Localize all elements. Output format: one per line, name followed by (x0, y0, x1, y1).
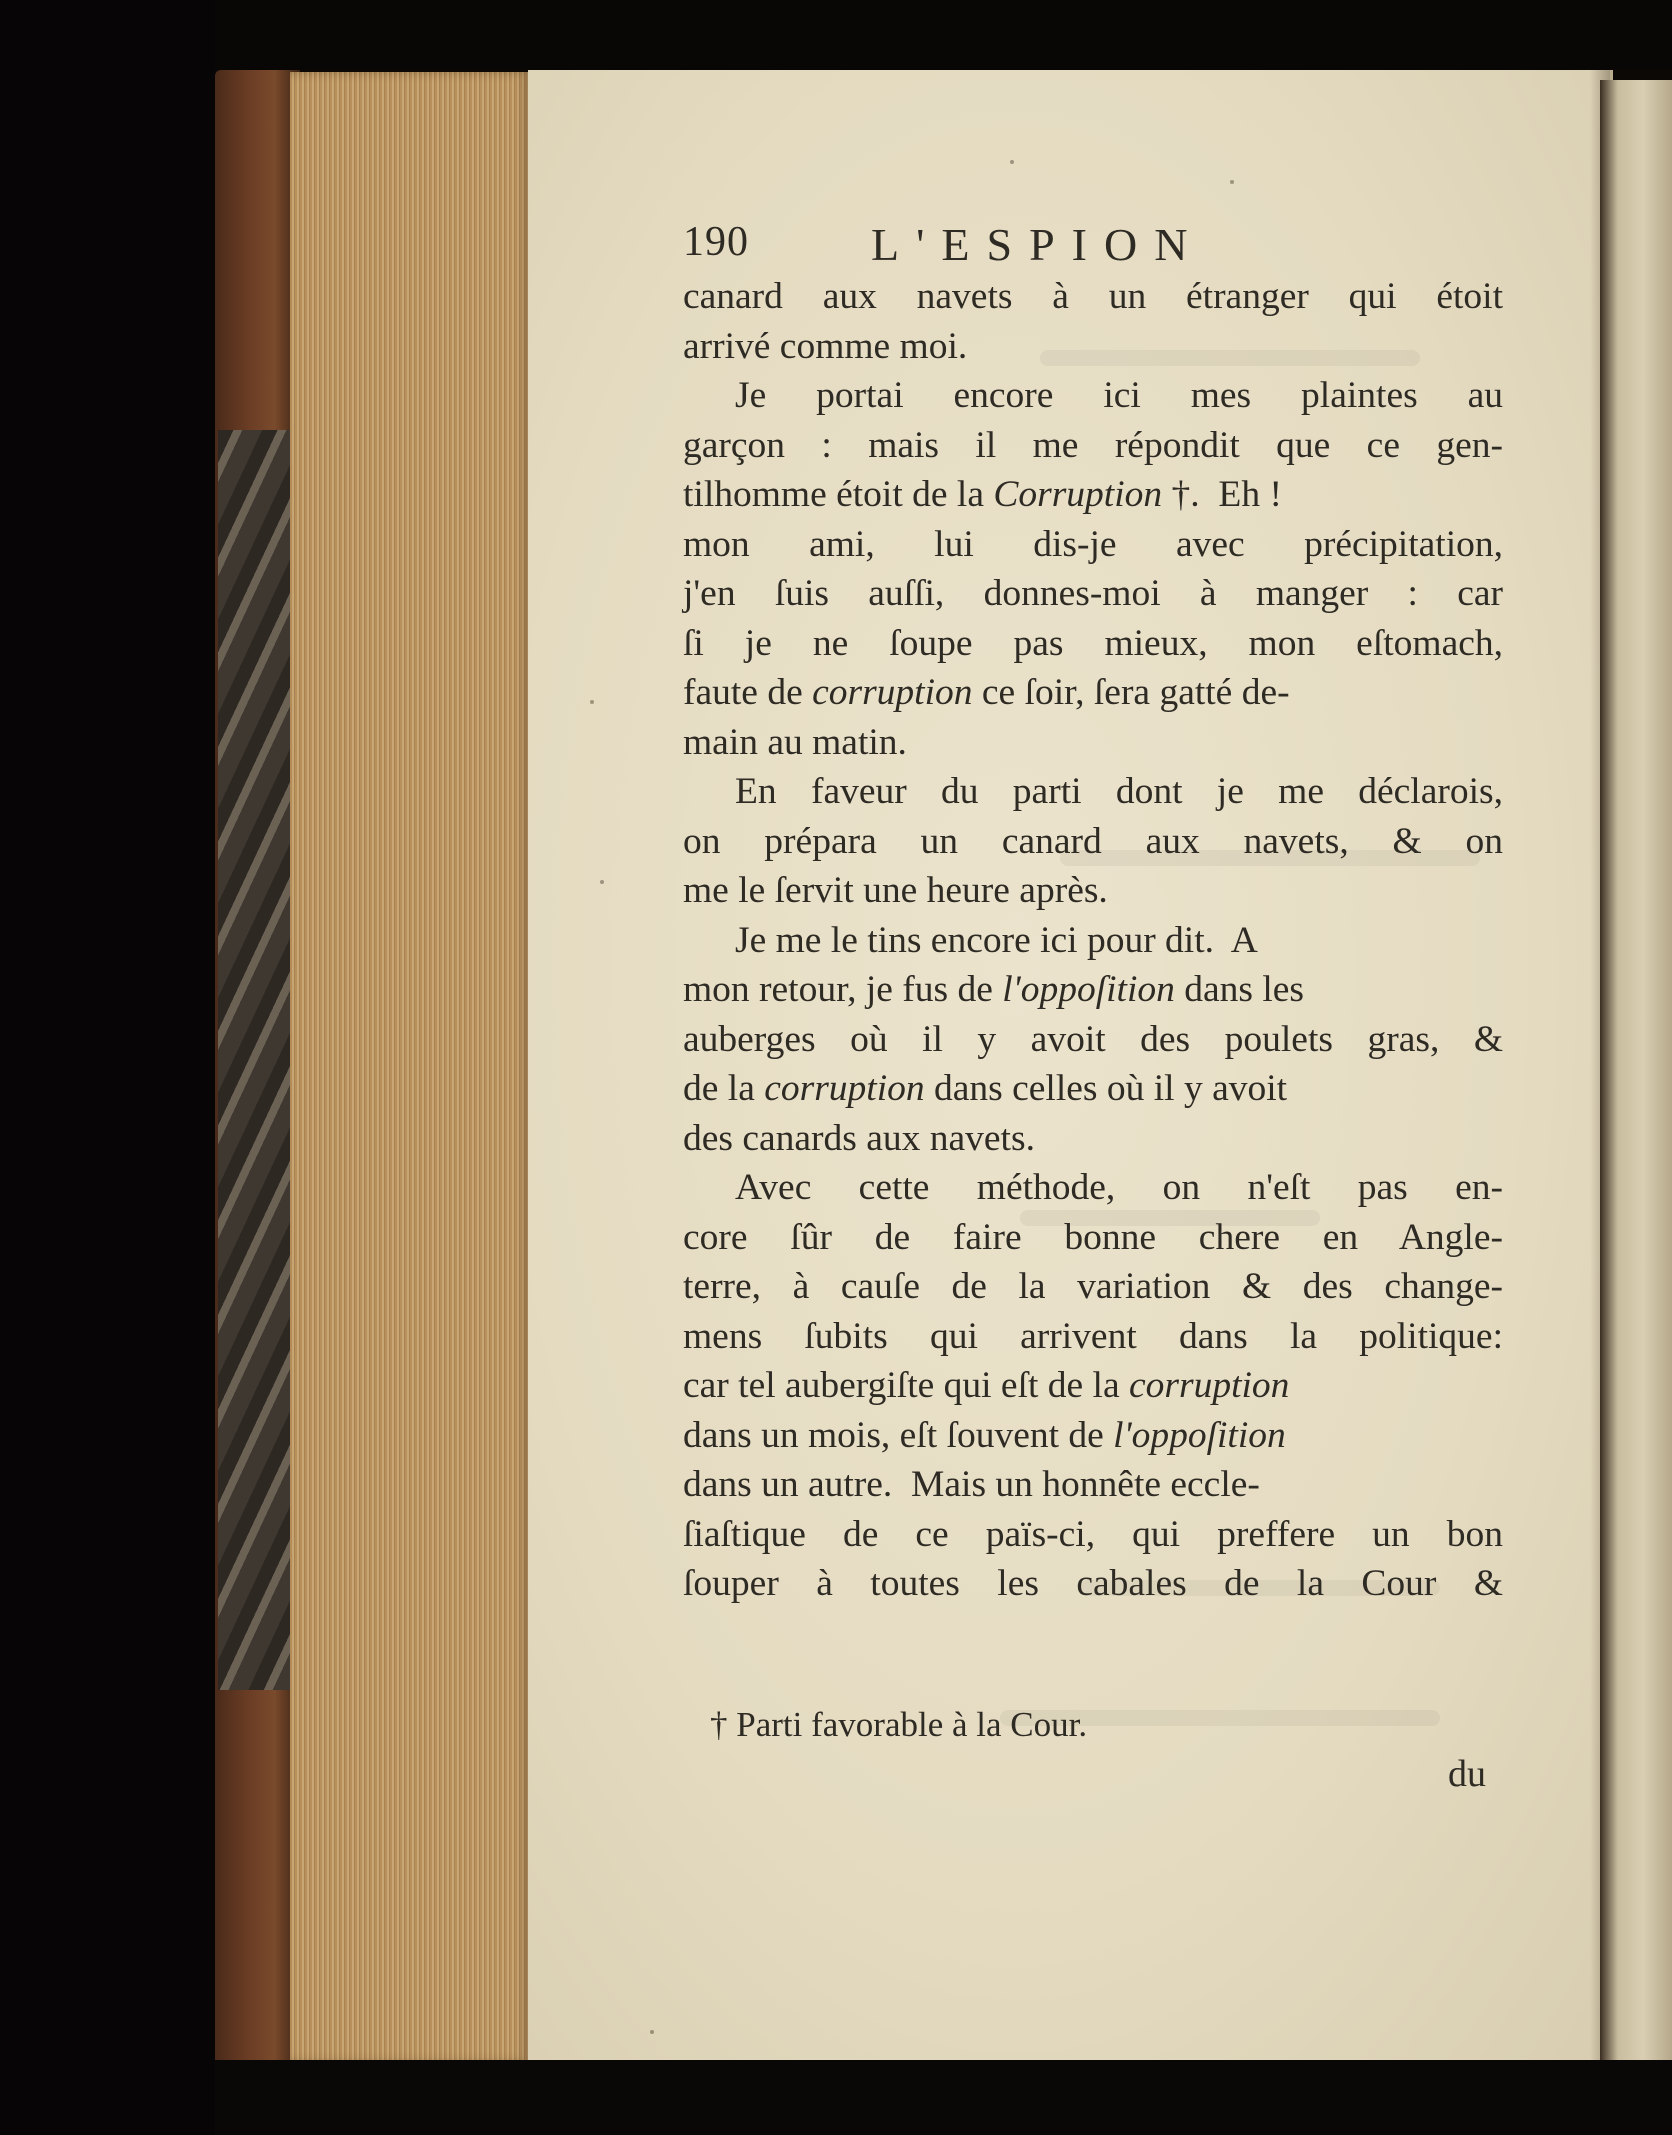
background-top (215, 0, 1672, 70)
text-line (683, 1460, 1503, 1510)
text-line (683, 718, 1503, 768)
catchword: du (1448, 1753, 1486, 1795)
text-line (683, 520, 1503, 570)
text-line (683, 965, 1503, 1015)
italic-word: corruption (764, 1068, 925, 1109)
marbled-board (218, 430, 293, 1690)
italic-word: l'oppoſition (1002, 969, 1175, 1010)
text-line (683, 1411, 1503, 1461)
running-title: L'ESPION (871, 219, 1205, 270)
text-line (683, 322, 1503, 372)
text-line (683, 1064, 1503, 1114)
line-text: terre, à cauſe de la variation & des change- (683, 1266, 1503, 1307)
text-line (683, 1015, 1503, 1065)
line-text: core ſûr de faire bonne chere en Angle- (683, 1216, 1503, 1258)
line-text: auberges où il y avoit des poulets gras, & (683, 1018, 1503, 1060)
italic-word: Corruption (993, 474, 1163, 515)
line-text: car tel aubergiſte qui eſt de la (683, 1365, 1129, 1406)
line-text: ſi je ne ſoupe pas mieux, mon eſtomach, (683, 622, 1503, 664)
line-text: on prépara un canard aux navets, & on (683, 820, 1503, 862)
text-line (683, 817, 1503, 867)
text-line (683, 767, 1503, 817)
line-text: Je me le tins encore ici pour dit. A (735, 919, 1258, 961)
line-text: ce ſoir, ſera gatté de- (972, 672, 1290, 713)
line-text: ſouper à toutes les cabales de la Cour & (683, 1563, 1503, 1604)
line-text: dans un autre. Mais un honnête eccle- (683, 1464, 1260, 1505)
line-text: des canards aux navets. (683, 1117, 1035, 1159)
line-text: dans un mois, eſt ſouvent de (683, 1414, 1114, 1456)
text-line (683, 1361, 1503, 1411)
line-text: †. Eh ! (1162, 474, 1282, 515)
line-text: j'en ſuis auſſi, donnes-moi à manger : car (683, 573, 1503, 614)
line-text: faute de (683, 672, 813, 713)
text-line (683, 1312, 1503, 1362)
page-edges (290, 72, 530, 2062)
text-line (683, 470, 1503, 520)
line-text: dans les (1174, 969, 1305, 1010)
text-line (683, 1213, 1503, 1263)
line-text: canard aux navets à un étranger qui étoit (683, 276, 1503, 317)
text-line (683, 1510, 1503, 1560)
background-bottom (215, 2060, 1672, 2135)
italic-word: corruption (812, 672, 973, 713)
page-text (683, 218, 1503, 1609)
footnote: † Parti favorable à la Cour. (710, 1705, 1088, 1744)
text-line (683, 1559, 1503, 1609)
line-text: Avec cette méthode, on n'eſt pas en- (735, 1167, 1503, 1208)
line-text: arrivé comme moi. (683, 325, 968, 367)
text-line (683, 1114, 1503, 1164)
line-text: mens ſubits qui arrivent dans la politique: (683, 1315, 1503, 1357)
text-line (683, 1262, 1503, 1312)
line-text: En faveur du parti dont je me déclarois, (735, 771, 1503, 812)
text-line (683, 866, 1503, 916)
line-text: de la (683, 1068, 765, 1109)
text-line (683, 421, 1503, 471)
line-text: me le ſervit une heure après. (683, 870, 1108, 911)
text-line (683, 371, 1503, 421)
text-line (683, 569, 1503, 619)
facing-page-edge (1600, 80, 1672, 2060)
page-number: 190 (683, 219, 749, 265)
running-head (683, 218, 1503, 272)
line-text: garçon : mais il me répondit que ce gen- (683, 424, 1503, 466)
line-text: main au matin. (683, 721, 907, 763)
line-text: tilhomme étoit de la (683, 474, 994, 515)
italic-word: corruption (1129, 1365, 1290, 1406)
line-text: mon ami, lui dis-je avec précipitation, (683, 523, 1503, 565)
italic-word: l'oppoſition (1113, 1414, 1286, 1456)
line-text: ſiaſtique de ce païs-ci, qui preffere un bon (683, 1513, 1503, 1555)
text-line (683, 619, 1503, 669)
text-line (683, 272, 1503, 322)
background-left (0, 0, 215, 2135)
line-text: Je portai encore ici mes plaintes au (735, 375, 1503, 416)
text-line (683, 1163, 1503, 1213)
text-line (683, 668, 1503, 718)
line-text: mon retour, je fus de (683, 969, 1003, 1010)
text-line (683, 916, 1503, 966)
line-text: dans celles où il y avoit (924, 1068, 1288, 1109)
